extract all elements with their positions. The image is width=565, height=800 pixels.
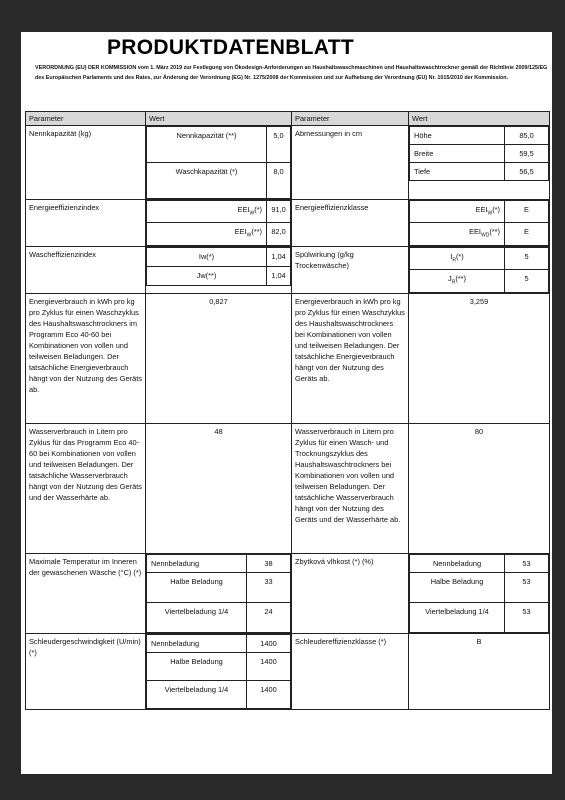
- param-sub-label: $EEI_{WD}(**)$: [410, 223, 505, 245]
- param-value: 53: [505, 554, 549, 572]
- param-sub-label: Höhe: [410, 127, 505, 145]
- param-value: 5,0: [267, 127, 291, 163]
- table-row: [26, 423, 550, 553]
- param-sub-label: Tiefe: [410, 163, 505, 181]
- param-label: Energieeffizienzindex: [26, 200, 146, 247]
- param-sub-label: Viertelbeladung 1/4: [147, 602, 247, 632]
- param-value: 1400: [247, 652, 291, 680]
- product-data-sheet: [21, 32, 552, 774]
- table-row: [26, 293, 550, 423]
- param-sub-label: Breite: [410, 145, 505, 163]
- param-sub-label: Halbe Beladung: [410, 572, 505, 602]
- param-label: Wasserverbrauch in Litern pro Zyklus für das Programm Eco 40-60 bei Kombinationen von vollen und teilweisen Beladungen. Der tatsächliche Wasserverbrauch hängt von der Nutzung des Geräts und der Wasserhärte ab.: [26, 423, 146, 553]
- page-title: PRODUKTDATENBLATT: [107, 36, 354, 59]
- param-sub-label: $I_R(*)$: [410, 247, 505, 269]
- param-label: Energieverbrauch in kWh pro kg pro Zyklus für einen Waschzyklus des Haushaltswaschtrockners im Programm Eco 40-60 bei Kombinationen von vollen und teilweisen Beladungen. Der tatsächliche Energieverbrauch hängt von der Nutzung des Geräts ab.: [26, 293, 146, 423]
- param-value: 48: [146, 423, 292, 553]
- param-value: 1400: [247, 680, 291, 708]
- param-sub-label: $EEI_W(*)$: [410, 201, 505, 223]
- param-value: 82,0: [267, 223, 291, 245]
- param-value: 59,5: [505, 145, 549, 163]
- param-value: 3,259: [409, 293, 550, 423]
- param-label: Energieverbrauch in kWh pro kg pro Zyklus für einen Waschzyklus des Haushaltswaschtrockners bei Kombinationen von vollen und teilweisen Beladungen. Der tatsächliche Energieverbrauch hängt von der Nutzung des Geräts ab.: [292, 293, 409, 423]
- param-label: Spülwirkung (g/kg Trockenwäsche): [292, 246, 409, 293]
- table-header-row: [26, 112, 550, 126]
- param-label: Wascheffizienzindex: [26, 246, 146, 293]
- column-header: Wert: [409, 112, 550, 126]
- param-sub-label: Nennbeladung: [147, 554, 247, 572]
- param-value: 85,0: [505, 127, 549, 145]
- param-value: 33: [247, 572, 291, 602]
- param-value: 1400: [247, 634, 291, 652]
- param-sub-label: Nennbeladung: [410, 554, 505, 572]
- param-sub-label: Jw(**): [147, 266, 267, 285]
- param-sub-label: Iw(*): [147, 247, 267, 266]
- table-row: [26, 633, 550, 709]
- param-value: 56,5: [505, 163, 549, 181]
- param-sub-label: Viertelbeladung 1/4: [410, 602, 505, 632]
- param-sub-label: Nennkapazität (**): [147, 127, 267, 163]
- param-value: 80: [409, 423, 550, 553]
- table-row: [26, 200, 550, 247]
- column-header: Wert: [146, 112, 292, 126]
- table-row: [26, 126, 550, 200]
- param-value: 5: [505, 247, 549, 269]
- param-sub-label: Waschkapazität (*): [147, 163, 267, 199]
- param-value: 24: [247, 602, 291, 632]
- param-value: 91,0: [267, 201, 291, 223]
- product-data-table: [25, 111, 550, 710]
- param-value: 1,04: [267, 266, 291, 285]
- intro-text: VERORDNUNG (EU) DER KOMMISSION vom 1. März 2019 zur Festlegung von Ökodesign-Anforderungen an Haushaltswaschmaschinen und Haushaltswaschtrockner gemäß der Richtlinie 2009/125/EG des Europäischen Parlaments und des Rates, zur Änderung der Verordnung (EG) Nr. 1275/2008 der Kommission und zur Aufhebung der Verordnung (EU) Nr. 1015/2010 der Kommission.: [35, 65, 548, 81]
- param-sub-label: $J_R(**)$: [410, 270, 505, 292]
- param-label: Wasserverbrauch in Litern pro Zyklus für einen Wasch- und Trocknungszyklus des Haushaltswaschtrockners bei Kombinationen von vollen und teilweisen Beladungen. Der tatsächliche Wasserverbrauch hängt von der Nutzung des Geräts und der Wasserhärte ab.: [292, 423, 409, 553]
- param-value: E: [505, 223, 549, 245]
- table-row: [26, 246, 550, 293]
- param-sub-label: Halbe Beladung: [147, 572, 247, 602]
- column-header: Parameter: [26, 112, 146, 126]
- param-sub-label: $EEI_W(**)$: [147, 223, 267, 245]
- param-sub-label: Viertelbeladung 1/4: [147, 680, 247, 708]
- param-value: 5: [505, 270, 549, 292]
- table-row: [26, 553, 550, 633]
- param-sub-label: Nennbeladung: [147, 634, 247, 652]
- param-value: 53: [505, 602, 549, 632]
- param-label: Schleudereffizienzklasse (*): [292, 633, 409, 709]
- param-sub-label: $EEI_W(*)$: [147, 201, 267, 223]
- param-value: 53: [505, 572, 549, 602]
- param-value: E: [505, 201, 549, 223]
- param-value: 0,827: [146, 293, 292, 423]
- param-label: Nennkapazität (kg): [26, 126, 146, 200]
- param-sub-label: Halbe Beladung: [147, 652, 247, 680]
- param-label: Maximale Temperatur im Inneren der gewaschenen Wäsche (°C) (*): [26, 553, 146, 633]
- param-value: B: [409, 633, 550, 709]
- param-value: 8,0: [267, 163, 291, 199]
- param-label: Schleudergeschwindigkeit (U/min) (*): [26, 633, 146, 709]
- param-value: 38: [247, 554, 291, 572]
- column-header: Parameter: [292, 112, 409, 126]
- param-label: Zbytková vlhkost (*) (%): [292, 553, 409, 633]
- param-label: Energieeffizienzklasse: [292, 200, 409, 247]
- param-value: 1,04: [267, 247, 291, 266]
- param-label: Abmessungen in cm: [292, 126, 409, 200]
